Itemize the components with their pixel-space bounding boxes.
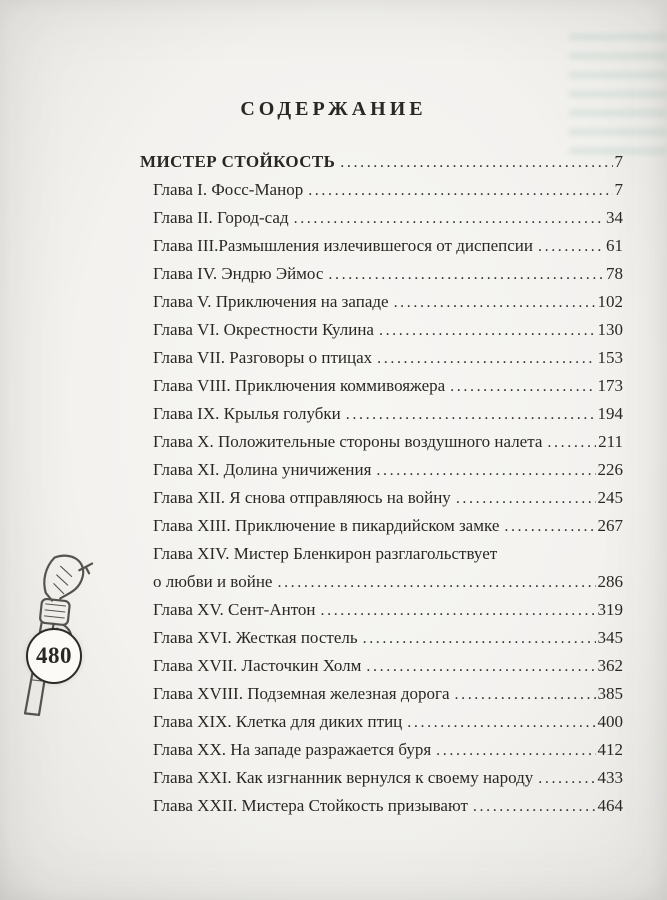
toc-entry-row <box>140 204 623 232</box>
dot-leader <box>366 652 595 681</box>
toc-entry-row <box>140 260 623 288</box>
toc-entry-row <box>140 680 623 708</box>
toc-entry-page: 433 <box>597 768 623 787</box>
toc-book-title-page: 7 <box>614 152 623 171</box>
toc-entry-page: 226 <box>597 460 623 479</box>
toc-entry-row <box>140 512 623 540</box>
toc-entry-row <box>140 176 623 204</box>
dot-leader <box>308 176 612 205</box>
toc-entry-row <box>140 568 623 596</box>
toc-entry-page: 385 <box>597 684 623 703</box>
toc-entry-title: Глава XIX. Клетка для диких птиц <box>153 712 403 731</box>
toc-entry-row <box>140 456 623 484</box>
toc-entry-title: Глава IX. Крылья голубки <box>153 404 341 423</box>
toc-entry-page: 345 <box>597 628 623 647</box>
toc-entry-row <box>140 708 623 736</box>
toc-book-title-row <box>140 148 623 176</box>
toc-entry-row <box>140 596 623 624</box>
toc-entry-row <box>140 652 623 680</box>
toc-entry-page: 245 <box>597 488 623 507</box>
toc-entry-page: 362 <box>597 656 623 675</box>
toc-entry-title: Глава XIV. Мистер Бленкирон разглагольствует <box>153 544 498 563</box>
toc-entry-page: 194 <box>597 404 623 423</box>
dot-leader <box>436 736 595 765</box>
toc-entry-title: Глава XIII. Приключение в пикардийском замке <box>153 516 500 535</box>
toc-entry-title: Глава XXII. Мистера Стойкость призывают <box>153 796 468 815</box>
toc-entry-title: Глава VIII. Приключения коммивояжера <box>153 376 446 395</box>
toc-entry-row <box>140 736 623 764</box>
dot-leader <box>538 232 604 261</box>
toc-entry-row <box>140 428 623 456</box>
contents-heading: СОДЕРЖАНИЕ <box>240 98 427 120</box>
toc-entry-title: Глава I. Фосс-Манор <box>153 180 304 199</box>
dot-leader <box>321 596 596 625</box>
toc-entry-page: 464 <box>597 796 623 815</box>
dot-leader <box>377 344 595 373</box>
toc-entry-page: 153 <box>597 348 623 367</box>
dot-leader <box>450 372 595 401</box>
dot-leader <box>504 512 595 541</box>
toc-entry-row <box>140 484 623 512</box>
toc-entry-title: Глава XII. Я снова отправляюсь на войну <box>153 488 451 507</box>
toc-entry-title: Глава XVIII. Подземная железная дорога <box>153 684 450 703</box>
page-count-badge: 480 <box>26 628 82 684</box>
toc-entry-title: Глава XVII. Ласточкин Холм <box>153 656 362 675</box>
toc-entry-page: 211 <box>598 432 623 451</box>
toc-entry-page: 173 <box>597 376 623 395</box>
dot-leader <box>376 456 595 485</box>
toc-entry-row <box>140 540 623 568</box>
toc-entry-page: 78 <box>606 264 623 283</box>
toc-entry-page: 61 <box>606 236 623 255</box>
toc-entry-title: Глава VII. Разговоры о птицах <box>153 348 373 367</box>
dot-leader <box>363 624 596 653</box>
dot-leader <box>328 260 604 289</box>
toc-entry-title: о любви и войне <box>153 572 273 591</box>
toc-entry-row <box>140 344 623 372</box>
toc-entry-title: Глава XX. На западе разражается буря <box>153 740 432 759</box>
dot-leader <box>394 288 596 317</box>
toc-entry-page: 102 <box>597 292 623 311</box>
toc-entry-row <box>140 400 623 428</box>
toc-entry-title: Глава II. Город-сад <box>153 208 289 227</box>
toc-entry-title: Глава VI. Окрестности Кулина <box>153 320 374 339</box>
toc-entry-page: 130 <box>597 320 623 339</box>
dot-leader <box>340 148 612 177</box>
toc-entry-row <box>140 792 623 820</box>
toc-entry-title: Глава XI. Долина уничижения <box>153 460 372 479</box>
toc-entry-row <box>140 372 623 400</box>
toc-entry-title: Глава XV. Сент-Антон <box>153 600 316 619</box>
toc-entry-page: 267 <box>597 516 623 535</box>
dot-leader <box>547 428 596 457</box>
dot-leader <box>455 680 596 709</box>
toc-entry-title: Глава V. Приключения на западе <box>153 292 389 311</box>
dot-leader <box>538 764 595 793</box>
toc-list <box>0 148 667 820</box>
toc-entry-title: Глава XVI. Жесткая постель <box>153 628 358 647</box>
dot-leader <box>346 400 596 429</box>
toc-entry-row <box>140 764 623 792</box>
dot-leader <box>379 316 596 345</box>
toc-entry-page: 286 <box>597 572 623 591</box>
dot-leader <box>294 204 604 233</box>
toc-entry-page: 400 <box>597 712 623 731</box>
dot-leader <box>473 792 596 821</box>
toc-entry-row <box>140 316 623 344</box>
dot-leader <box>277 568 595 597</box>
toc-entry-row <box>140 232 623 260</box>
toc-entry-title: Глава X. Положительные стороны воздушного налета <box>153 432 543 451</box>
dot-leader <box>407 708 595 737</box>
toc-entry-page: 319 <box>597 600 623 619</box>
toc-book-title: МИСТЕР СТОЙКОСТЬ <box>140 152 336 171</box>
toc-entry-page: 7 <box>614 180 623 199</box>
toc-entry-row <box>140 624 623 652</box>
toc-entry-title: Глава IV. Эндрю Эймос <box>153 264 324 283</box>
toc-entry-title: Глава III.Размышления излечившегося от диспепсии <box>153 236 533 255</box>
toc-entry-row <box>140 288 623 316</box>
dot-leader <box>456 484 596 513</box>
toc-entry-title: Глава XXI. Как изгнанник вернулся к своему народу <box>153 768 534 787</box>
toc-entry-page: 412 <box>597 740 623 759</box>
toc-entry-page: 34 <box>606 208 623 227</box>
